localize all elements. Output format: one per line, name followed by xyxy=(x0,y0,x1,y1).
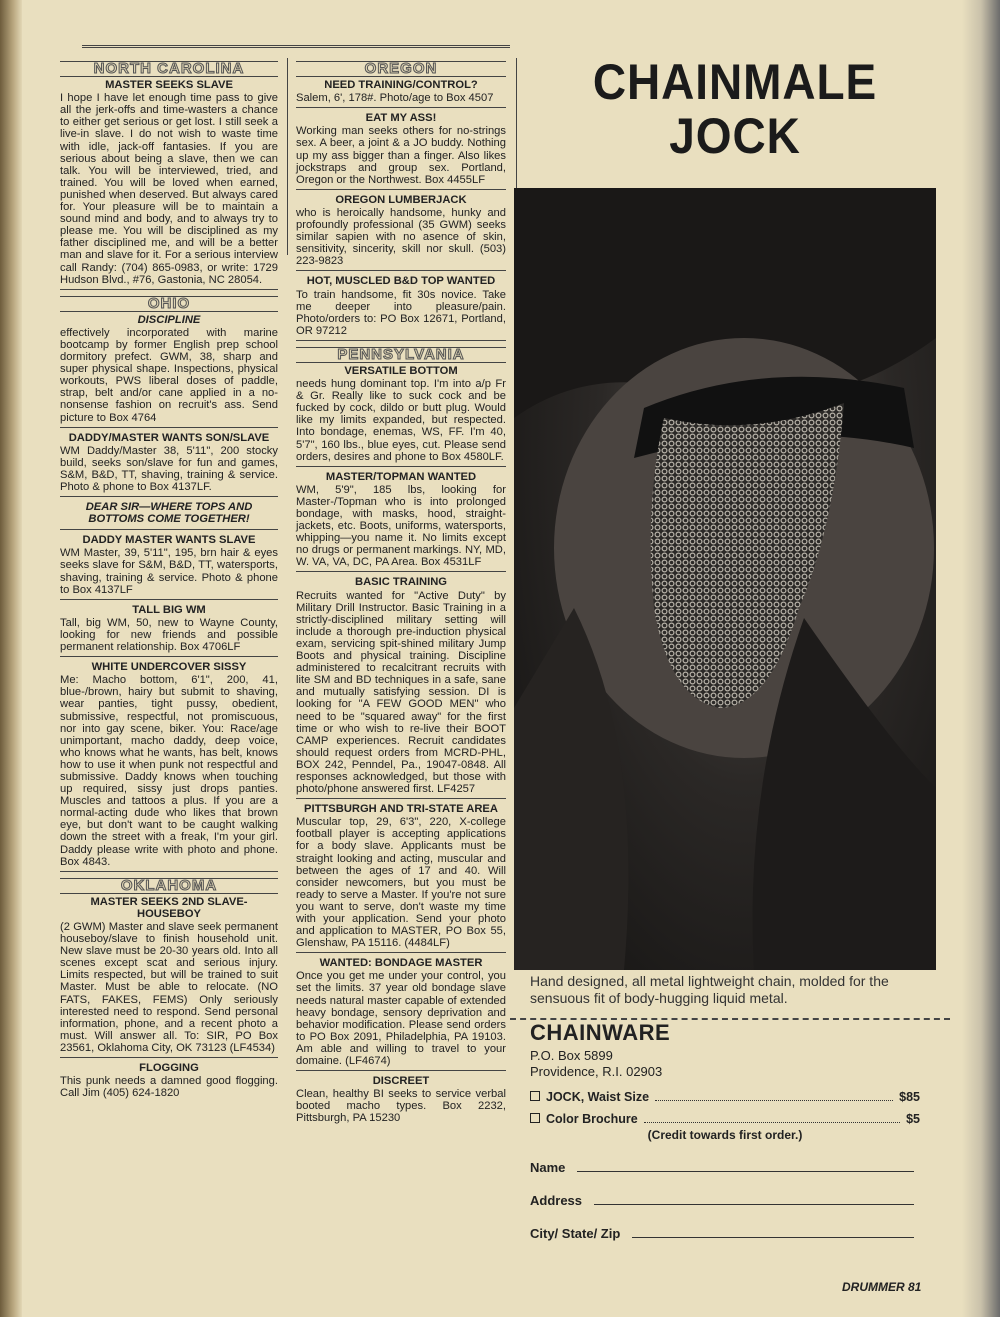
state-heading: OKLAHOMA xyxy=(60,878,278,894)
ad-body: WM Master, 39, 5'11", 195, brn hair & eyes seeks slave for S&M, B&D, TT, watersports, shaving, training & service. Photo & phone to Box 4137LF xyxy=(60,547,278,596)
city-state-zip-field[interactable] xyxy=(530,1226,920,1241)
order-jock-row xyxy=(530,1090,920,1104)
credit-note: (Credit towards first order.) xyxy=(647,1128,803,1142)
chain-jock-photo-illustration xyxy=(514,188,936,970)
name-label: Name xyxy=(530,1160,566,1175)
address-label: Address xyxy=(530,1193,583,1208)
classified-ad xyxy=(60,896,278,1058)
ad-headline: BASIC TRAINING xyxy=(355,576,447,589)
ad-photo xyxy=(514,188,936,970)
state-heading: OREGON xyxy=(296,61,506,77)
ad-headline: NEED TRAINING/CONTROL? xyxy=(324,79,478,92)
ad-body: Salem, 6', 178#. Photo/age to Box 4507 xyxy=(296,92,494,105)
classified-ad xyxy=(296,275,506,340)
ad-headline: TALL BIG WM xyxy=(132,603,206,616)
classified-ad xyxy=(296,471,506,573)
ad-headline: DISCIPLINE xyxy=(137,313,201,326)
state-heading: PENNSYLVANIA xyxy=(296,347,506,363)
ad-headline: PITTSBURGH AND TRI-STATE AREA xyxy=(304,803,498,816)
address-field[interactable] xyxy=(530,1193,920,1208)
ad-body: Recruits wanted for "Active Duty" by Military Drill Instructor. Basic Training in a strictly-disciplined military setting will include a thorough pre-induction physical exam, servicing spit-shined military Jump Boots and physical training. Discipline administered to recalcitrant recruits with lite SM and BD techniques in a safe, sane and mutually satisfying session. DI is looking for "A FEW GOOD MEN" who need to be "squared away" for the first time or who wish to re-live their BOOT CAMP experiences. Recruit candidates should request orders from MCRD-PHL, BOX 242, Penndel, Pa., 19047-0848. All responses acknowledged, but those with photo/phone answered first. LF4257 xyxy=(296,589,506,796)
classified-ad xyxy=(60,604,278,657)
classified-ad xyxy=(296,576,506,799)
ad-headline: WHITE UNDERCOVER SISSY xyxy=(91,661,247,674)
order-brochure-row xyxy=(530,1112,920,1126)
name-field[interactable] xyxy=(530,1160,920,1175)
ad-body: I hope I have let enough time pass to give all the jerk-offs and time-wasters a chance to either get serious or get lost. I still seek a live-in slave. I do not wish to waste time with idle, jack-off fantasies. If you are serious about being a slave, then we can talk. You will be interviewed, tried, and trained. You will be loved when earned, punished when deserved. But always cared for. Your pleasure will be to maintain a sound mind and body, and to always try to please me. You will be disciplined as my father disciplined me, and will be a better man and slave for it. For a serious interview call Randy: (704) 865-0983, or write: 1729 Hudson Blvd., #76, Gastonia, NC 28054. xyxy=(60,92,278,286)
ad-headline: HOT, MUSCLED B&D TOP WANTED xyxy=(306,275,496,288)
ad-body: WM, 5'9", 185 lbs, looking for Master-/Topman who is into prolonged bondage, with masks, hood, straight-jackets, etc. Boots, uniforms, watersports, whipping—you name it. No limits except no drugs or permanent markings. NY, MD, W. VA, VA, DC, PA Area. Box 4531LF xyxy=(296,483,506,569)
address-blank[interactable] xyxy=(594,1204,914,1205)
ad-body: Tall, big WM, 50, new to Wayne County, looking for new friends and possible permanent relationship. Box 4706LF xyxy=(60,616,278,654)
brochure-price: $5 xyxy=(906,1112,920,1126)
ad-headline: OREGON LUMBERJACK xyxy=(335,193,467,206)
ad-body: To train handsome, fit 30s novice. Take me deeper into pleasure/pain. Photo/orders to: PO Box 12671, Portland, OR 97212 xyxy=(296,288,506,337)
state-heading: NORTH CAROLINA xyxy=(60,61,278,77)
ad-body: WM Daddy/Master 38, 5'11", 200 stocky build, seeks son/slave for fun and games, S&M, B&D, TT, shaving, training & service. Photo & phone to Box 4137LF. xyxy=(60,444,278,493)
page-folio: DRUMMER 81 xyxy=(842,1280,922,1294)
ad-body: (2 GWM) Master and slave seek permanent houseboy/slave to finish household unit. New slave must be 20-30 years old. Into all scenes except scat and serious injury. Limits respected, but will be trained to suit Master. Must be able to relocate. (NO FATS, FAKES, FEMS) Only seriously interested need to respond. Send personal information, phone, and a recent photo a must. Will answer all. To: SIR, PO Box 23561, Oklahoma City, OK 73123 (LF4534) xyxy=(60,921,278,1054)
classified-ad xyxy=(60,79,278,290)
column-divider xyxy=(287,58,288,255)
ad-title-line-2: JOCK xyxy=(669,108,801,164)
city-state-zip-label: City/ State/ Zip xyxy=(530,1226,621,1241)
ad-caption: Hand designed, all metal lightweight chain, molded for the sensuous fit of body-hugging liquid metal. xyxy=(530,973,889,1006)
ad-headline: DADDY MASTER WANTS SLAVE xyxy=(82,534,256,547)
ad-body: Muscular top, 29, 6'3", 220, X-college football player is accepting applications for a body slave. Applicants must be straight looking and acting, muscular and between the ages of 17 and 40. Will consider newcomers, but you must be ready to serve a Master. If you're not sure you want to serve, don't waste my time with your application. Send your photo and application to MASTER, PO Box 55, Glenshaw, PA 15116. (4484LF) xyxy=(296,816,506,950)
brand-name: CHAINWARE xyxy=(530,1020,671,1045)
ad-headline: EAT MY ASS! xyxy=(365,112,437,125)
ad-body: needs hung dominant top. I'm into a/p Fr & Gr. Really like to suck cock and be fucked by cock, dildo or butt plug. Would like my limits expanded, but respected. Into bondage, enemas, WS, FF. I'm 40, 5'7", 160 lbs., blue eyes, cut. Please send orders, desires and phone to Box 4580LF. xyxy=(296,378,506,463)
ad-body: Clean, healthy BI seeks to service verbal booted macho types. Box 2232, Pittsburgh, PA 15230 xyxy=(296,1088,506,1125)
classified-ad xyxy=(60,501,278,530)
city-state-zip-blank[interactable] xyxy=(632,1237,914,1238)
classified-ad xyxy=(60,432,278,497)
waist-size-blank[interactable] xyxy=(655,1100,893,1101)
top-rule xyxy=(82,45,510,48)
ad-body: Working man seeks others for no-strings sex. A beer, a joint & a JO buddy. Nothing up my ass bigger than a finger. Also likes jockstraps and group sex. Portland, Oregon or the Northwest. Box 4455LF xyxy=(296,125,506,186)
leader-dots xyxy=(644,1122,900,1123)
ad-headline: DADDY/MASTER WANTS SON/SLAVE xyxy=(68,431,270,444)
classified-ad xyxy=(60,1062,278,1102)
name-blank[interactable] xyxy=(577,1171,914,1172)
classifieds-column-1 xyxy=(60,55,278,1106)
jock-checkbox[interactable] xyxy=(530,1091,540,1101)
classified-ad xyxy=(296,79,506,108)
address-line-2: Providence, R.I. 02903 xyxy=(530,1064,663,1079)
page-spine-shadow xyxy=(0,0,22,1317)
jock-price: $85 xyxy=(899,1090,920,1104)
classified-ad xyxy=(296,803,506,953)
classifieds-column-2 xyxy=(296,55,506,1132)
ad-body: effectively incorporated with marine bootcamp by former English prep school dormitory prefect. GWM, 38, sharp and super physical shape. Inspections, physical workouts, PWS liberal doses of paddle, strap, belt and/or cane applied in a no-nonsense fashion on recruit's ass. Send picture to Box 4764 xyxy=(60,326,278,424)
classified-ad xyxy=(60,534,278,599)
classified-ad xyxy=(296,112,506,190)
ad-body: This punk needs a damned good flogging. Call Jim (405) 624-1820 xyxy=(60,1075,278,1100)
classified-ad xyxy=(296,957,506,1071)
ad-body: Once you get me under your control, you set the limits. 37 year old bondage slave needs natural master capable of extended heavy bondage, sensory deprivation and behavior modification. Please send orders to PO Box 2091, Philadelphia, PA 19103. Am able and willing to travel to your domaine. (LF4674) xyxy=(296,970,506,1068)
address-line-1: P.O. Box 5899 xyxy=(530,1048,613,1063)
ad-headline: DISCREET xyxy=(372,1075,430,1088)
ad-headline: WANTED: BONDAGE MASTER xyxy=(319,957,483,970)
classified-ad xyxy=(296,365,506,467)
classified-ad xyxy=(296,1075,506,1127)
chainmale-ad xyxy=(515,55,955,163)
ad-body: Me: Macho bottom, 6'1", 200, 41, blue-/brown, hairy but submit to shaving, wear panties, tight pussy, obedient, submissive, respectful, not promiscuous, nor into gay scene, biker. You: Race/age unimportant, macho daddy, deep voice, who knows what he wants, has belt, knows how to use it when punk not respectful and submissive. Daddy knows when touching up required, sissy just drops panties. Muscles and tattoos a plus. If you are a normal-acting dude who likes that brown eye, but don't want to be caught walking down the street with a freak, I'm your girl. Daddy please write with photo and phone. Box 4843. xyxy=(60,674,278,868)
page-edge-shadow xyxy=(962,0,1000,1317)
ad-headline: MASTER SEEKS SLAVE xyxy=(105,79,233,92)
classified-ad xyxy=(60,661,278,872)
order-form xyxy=(530,1020,920,1241)
classified-ad xyxy=(296,194,506,272)
ad-headline: VERSATILE BOTTOM xyxy=(344,364,458,377)
ad-headline: DEAR SIR—WHERE TOPS AND BOTTOMS COME TOGETHER! xyxy=(85,501,253,526)
ad-headline: MASTER SEEKS 2ND SLAVE-HOUSEBOY xyxy=(90,895,248,920)
brochure-item-label: Color Brochure xyxy=(546,1112,638,1126)
classified-ad xyxy=(60,314,278,428)
ad-title-line-1: CHAINMALE xyxy=(592,54,878,110)
ad-body: who is heroically handsome, hunky and profoundly professional (35 GWM) seeks similar sapien with no asence of skin, sensitivity, sincerity, skill nor skull. (503) 223-9823 xyxy=(296,206,506,268)
ad-headline: MASTER/TOPMAN WANTED xyxy=(325,470,477,483)
brochure-checkbox[interactable] xyxy=(530,1113,540,1123)
state-heading: OHIO xyxy=(60,296,278,312)
jock-item-label: JOCK, Waist Size xyxy=(546,1090,650,1104)
ad-headline: FLOGGING xyxy=(139,1062,199,1075)
